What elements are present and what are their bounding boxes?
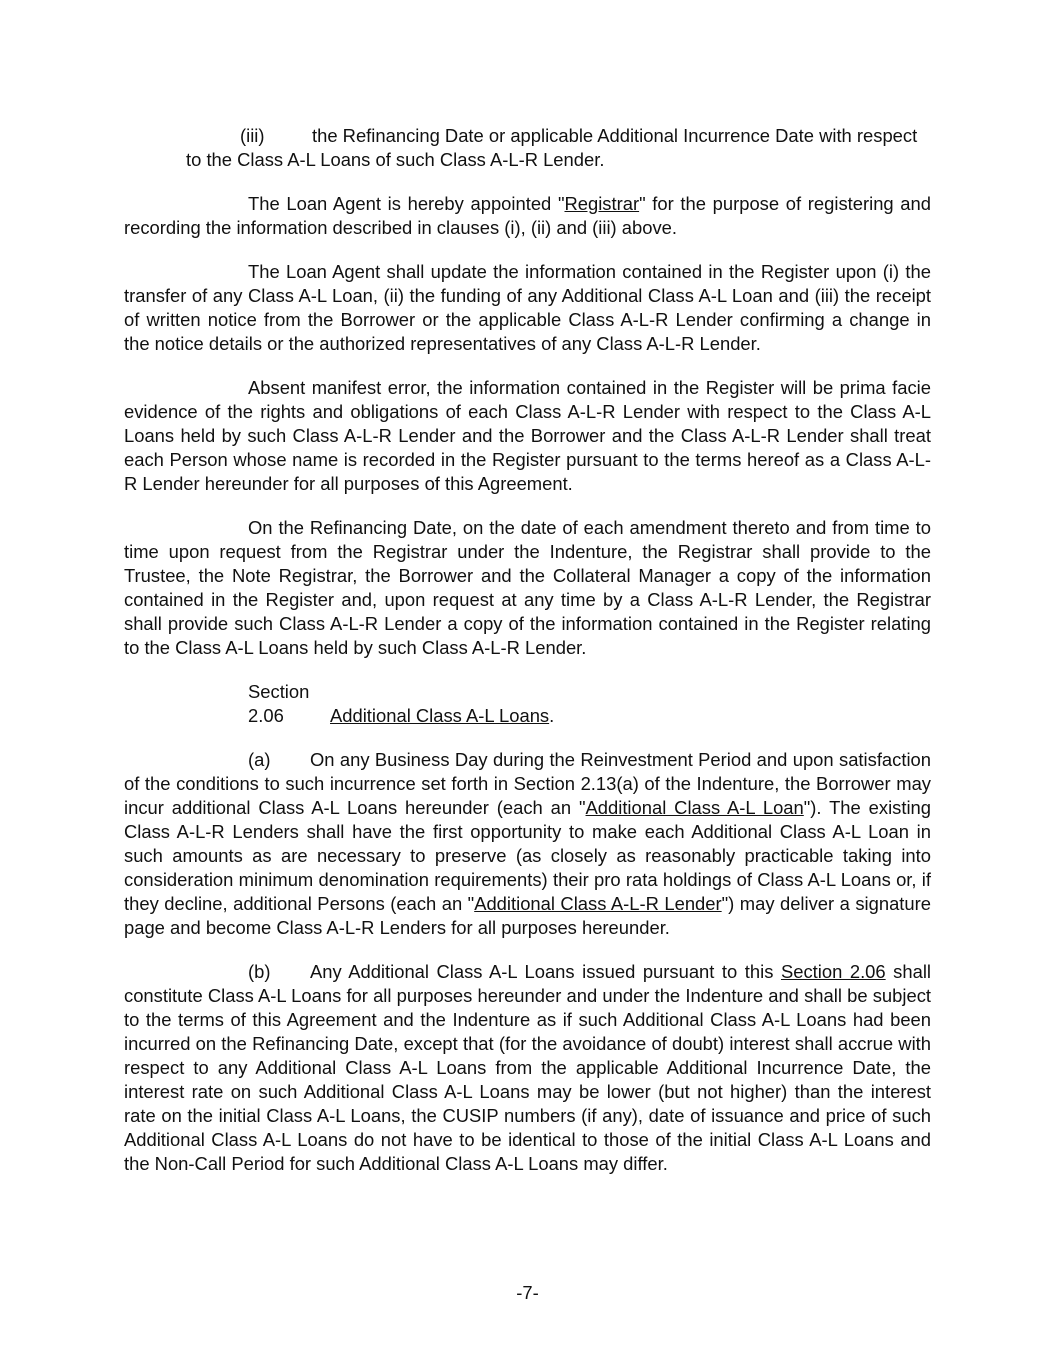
clause-iii-number: (iii) [240,125,265,146]
section-title: Additional Class A-L Loans [330,705,550,726]
registrar-defined-term: Registrar [564,193,640,214]
subsection-a-text-3: ") may deliver a signature page and become Class A-L-R Lenders for all purposes hereunder. [124,893,931,938]
registrar-paragraph [124,192,931,240]
subsection-a [124,748,931,940]
document-page [124,124,931,1196]
section-number: Section 2.06 [248,681,310,726]
section-cross-reference: Section 2.06 [780,961,886,982]
section-heading [124,680,931,728]
register-update-paragraph: The Loan Agent shall update the information contained in the Register upon (i) the transfer of any Class A-L Loan, (ii) the funding of any Additional Class A-L Loan and (iii) the receipt of written notice from the Borrower or the applicable Class A-L-R Lender confirming a change in the notice details or the authorized representatives of any Class A-L-R Lender. [124,261,931,354]
clause-iii-text: the Refinancing Date or applicable Additional Incurrence Date with respect to the Class A-L Loans of such Class A-L-R Lender. [186,125,918,170]
subsection-a-text-1: On any Business Day during the Reinvestment Period and upon satisfaction of the conditions to such incurrence set forth in Section 2.13(a) of the Indenture, the Borrower may incur additional Class A-L Loans hereunder (each an " [124,749,931,818]
additional-lender-defined-term: Additional Class A-L-R Lender [474,893,722,914]
registrar-text-before: The Loan Agent is hereby appointed " [248,193,565,214]
page-number: -7- [516,1282,539,1303]
subsection-b-text-2: shall constitute Class A-L Loans for all purposes hereunder and under the Indenture and shall be subject to the terms of this Agreement and the Indenture as if such Additional Class A-L Loans had been incurred on the Refinancing Date, except that (for the avoidance of doubt) interest shall accrue with respect to any Additional Class A-L Loans from the applicable Additional Incurrence Date, the interest rate on such Additional Class A-L Loans may be lower (but not higher) than the interest rate on the initial Class A-L Loans, the CUSIP numbers (if any), date of issuance and price of such Additional Class A-L Loans do not have to be identical to those of the initial Class A-L Loans and the Non-Call Period for such Additional Class A-L Loans may differ. [124,961,931,1174]
clause-iii [124,124,931,172]
refinancing-date-paragraph: On the Refinancing Date, on the date of each amendment thereto and from time to time upon request from the Registrar under the Indenture, the Registrar shall provide to the Trustee, the Note Registrar, the Borrower and the Collateral Manager a copy of the information contained in the Register and, upon request at any time by a Class A-L-R Lender, the Registrar shall provide such Class A-L-R Lender a copy of the information contained in the Register relating to the Class A-L Loans held by such Class A-L-R Lender. [124,517,931,658]
subsection-a-text-2: "). The existing Class A-L-R Lenders shall have the first opportunity to make each Additional Class A-L Loan in such amounts as are necessary to preserve (as closely as reasonably practicable taking into consideration minimum denomination requirements) their pro rata holdings of Class A-L Loans or, if they decline, additional Persons (each an " [124,797,932,914]
registrar-text-after: " for the purpose of registering and recording the information described in clauses (i), (ii) and (iii) above. [124,193,931,238]
subsection-b [124,960,931,1176]
subsection-b-label: (b) [248,961,271,982]
subsection-a-label: (a) [248,749,271,770]
manifest-error-paragraph: Absent manifest error, the information contained in the Register will be prima facie evidence of the rights and obligations of each Class A-L-R Lender with respect to the Class A-L Loans held by such Class A-L-R Lender and the Borrower and the Class A-L-R Lender shall treat each Person whose name is recorded in the Register pursuant to the terms hereof as a Class A-L-R Lender hereunder for all purposes of this Agreement. [124,377,931,494]
subsection-b-text-1: Any Additional Class A-L Loans issued pursuant to this [310,961,781,982]
section-title-period: . [549,705,555,726]
additional-loan-defined-term: Additional Class A-L Loan [585,797,804,818]
